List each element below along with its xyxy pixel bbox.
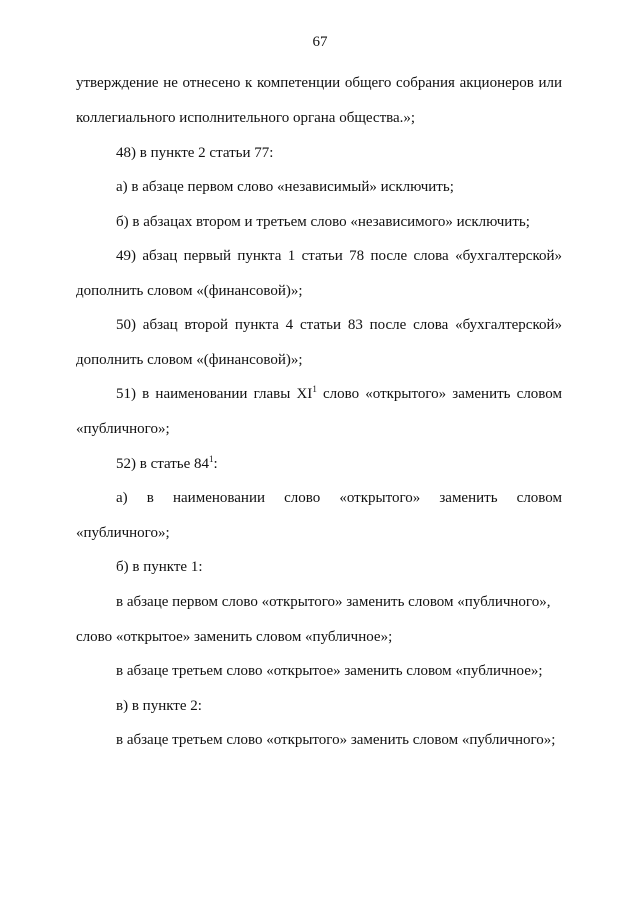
paragraph-line: а) в абзаце первом слово «независимый» исключить; xyxy=(116,179,454,195)
paragraph-line: 48) в пункте 2 статьи 77: xyxy=(116,145,274,161)
paragraph-line: «публичного»; xyxy=(76,421,170,437)
text-segment: : xyxy=(213,456,218,472)
paragraph-line: в абзаце первом слово «открытого» заменить словом «публичного», xyxy=(116,594,551,610)
paragraph-line: в) в пункте 2: xyxy=(116,698,202,714)
paragraph-line: в абзаце третьем слово «открытое» заменить словом «публичное»; xyxy=(116,663,543,679)
paragraph-line: дополнить словом «(финансовой)»; xyxy=(76,283,303,299)
superscript: 1 xyxy=(312,385,317,394)
paragraph-line xyxy=(116,385,562,403)
text-segment: 51) в наименовании главы XI xyxy=(116,386,313,402)
paragraph-line: 50) абзац второй пункта 4 статьи 83 после слова «бухгалтерской» xyxy=(116,317,562,333)
paragraph-line: дополнить словом «(финансовой)»; xyxy=(76,352,303,368)
paragraph-line: 49) абзац первый пункта 1 статьи 78 после слова «бухгалтерской» xyxy=(116,248,562,264)
text-segment: 52) в статье 84 xyxy=(116,456,210,472)
paragraph-line: б) в абзацах втором и третьем слово «независимого» исключить; xyxy=(116,214,530,230)
paragraph-line: «публичного»; xyxy=(76,525,170,541)
superscript: 1 xyxy=(209,454,214,464)
paragraph-line: в абзаце третьем слово «открытого» заменить словом «публичного»; xyxy=(116,732,556,748)
paragraph-line: б) в пункте 1: xyxy=(116,559,203,575)
paragraph-line: а) в наименовании слово «открытого» заменить словом xyxy=(116,490,562,506)
paragraph-line: утверждение не отнесено к компетенции общего собрания акционеров или xyxy=(76,75,562,91)
text-segment: слово «открытого» заменить словом xyxy=(316,386,562,402)
paragraph-line: коллегиального исполнительного органа общества.»; xyxy=(76,110,416,126)
page-number: 67 xyxy=(312,34,328,50)
paragraph-line xyxy=(116,455,218,473)
paragraph-line: слово «открытое» заменить словом «публичное»; xyxy=(76,629,393,645)
